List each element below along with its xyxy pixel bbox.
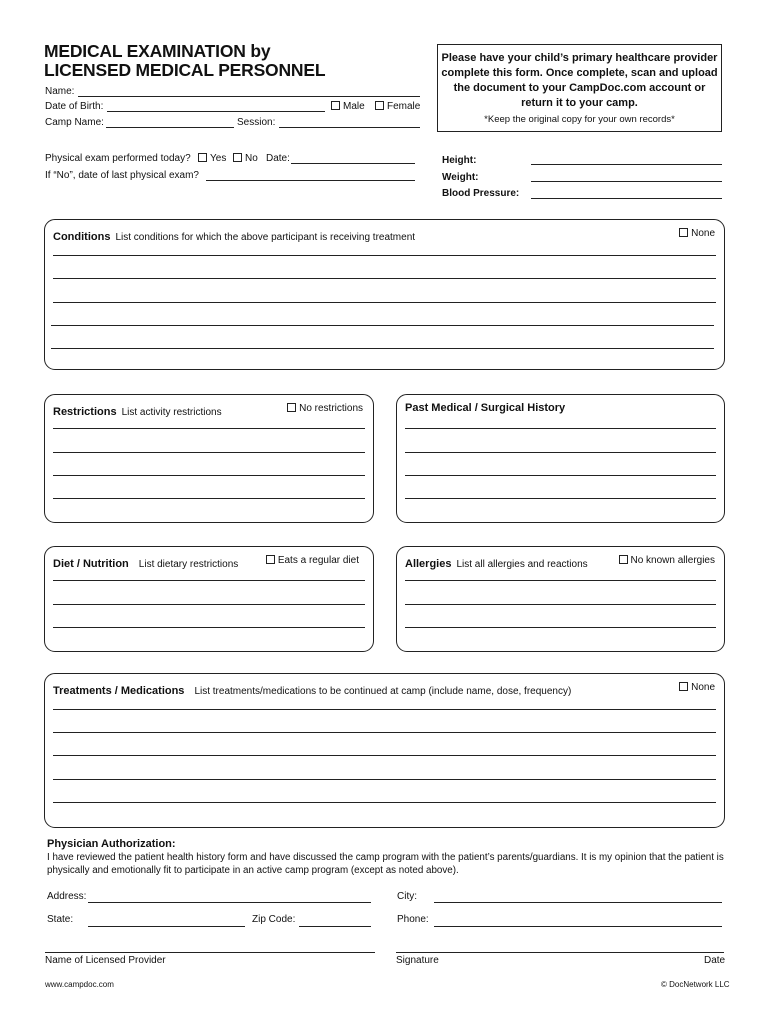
address-label: Address: xyxy=(47,891,87,902)
signature-label: Signature xyxy=(396,955,439,966)
conditions-none-option[interactable] xyxy=(679,228,715,239)
signature-field[interactable] xyxy=(396,952,724,953)
exam-yes-option[interactable] xyxy=(198,153,226,164)
conditions-header xyxy=(53,227,415,245)
last-exam-label: If “No”, date of last physical exam? xyxy=(45,170,199,181)
treatments-title: Treatments / Medications xyxy=(53,685,185,697)
restrictions-line[interactable] xyxy=(53,452,365,453)
conditions-line[interactable] xyxy=(53,278,716,279)
state-field[interactable] xyxy=(88,926,245,927)
phone-field[interactable] xyxy=(434,926,722,927)
restrictions-line[interactable] xyxy=(53,475,365,476)
city-field[interactable] xyxy=(434,902,722,903)
treatments-line[interactable] xyxy=(53,755,716,756)
no-restrictions-option[interactable] xyxy=(287,403,363,414)
state-label: State: xyxy=(47,914,74,925)
restrictions-header xyxy=(53,402,222,420)
restrictions-line[interactable] xyxy=(53,428,365,429)
last-exam-field[interactable] xyxy=(206,180,415,181)
history-line[interactable] xyxy=(405,498,716,499)
conditions-line[interactable] xyxy=(51,348,714,349)
regular-diet-label: Eats a regular diet xyxy=(277,555,359,566)
conditions-subtitle: List conditions for which the above participant is receiving treatment xyxy=(115,232,416,243)
male-checkbox[interactable] xyxy=(331,101,340,110)
no-label: No xyxy=(245,153,258,164)
female-checkbox[interactable] xyxy=(375,101,384,110)
footer-website: www.campdoc.com xyxy=(45,980,114,989)
provider-name-field[interactable] xyxy=(45,952,375,953)
no-allergies-label: No known allergies xyxy=(630,555,715,566)
phone-label: Phone: xyxy=(397,914,429,925)
diet-subtitle: List dietary restrictions xyxy=(138,559,239,570)
name-field[interactable] xyxy=(78,96,420,97)
regular-diet-checkbox[interactable] xyxy=(266,555,275,564)
treatments-line[interactable] xyxy=(53,732,716,733)
name-label: Name: xyxy=(45,86,75,97)
yes-label: Yes xyxy=(210,153,227,164)
conditions-none-checkbox[interactable] xyxy=(679,228,688,237)
exam-no-option[interactable] xyxy=(233,153,258,164)
male-option[interactable] xyxy=(331,101,365,112)
history-line[interactable] xyxy=(405,475,716,476)
session-field[interactable] xyxy=(279,127,420,128)
no-checkbox[interactable] xyxy=(233,153,242,162)
treatments-line[interactable] xyxy=(53,802,716,803)
camp-name-label: Camp Name: xyxy=(45,117,104,128)
restrictions-section xyxy=(44,394,374,523)
conditions-title: Conditions xyxy=(53,231,111,243)
allergies-subtitle: List all allergies and reactions xyxy=(456,559,588,570)
restrictions-subtitle: List activity restrictions xyxy=(121,407,222,418)
form-title xyxy=(44,42,325,80)
regular-diet-option[interactable] xyxy=(266,555,359,566)
conditions-none-label: None xyxy=(691,228,715,239)
weight-field[interactable] xyxy=(531,181,722,182)
treatments-header xyxy=(53,681,571,699)
authorization-statement: I have reviewed the patient health history form and have discussed the camp program with the patient’s parents/guardians. It is my opinion that the patient is physically and emotionally fit to participate in an active camp program (except as noted above). xyxy=(47,852,724,876)
zip-field[interactable] xyxy=(299,926,371,927)
restrictions-title: Restrictions xyxy=(53,406,117,418)
blood-pressure-field[interactable] xyxy=(531,198,722,199)
authorization-title: Physician Authorization: xyxy=(47,838,176,850)
date-label: Date xyxy=(704,955,726,966)
male-label: Male xyxy=(343,101,365,112)
treatments-line[interactable] xyxy=(53,779,716,780)
exam-date-field[interactable] xyxy=(291,163,415,164)
city-label: City: xyxy=(397,891,417,902)
no-allergies-option[interactable] xyxy=(619,555,716,566)
allergies-line[interactable] xyxy=(405,604,716,605)
treatments-none-checkbox[interactable] xyxy=(679,682,688,691)
conditions-line[interactable] xyxy=(53,255,716,256)
treatments-none-option[interactable] xyxy=(679,682,715,693)
no-allergies-checkbox[interactable] xyxy=(619,555,628,564)
dob-label: Date of Birth: xyxy=(45,101,104,112)
diet-section xyxy=(44,546,374,652)
blood-pressure-label: Blood Pressure: xyxy=(442,188,520,199)
allergies-header xyxy=(405,554,588,572)
weight-label: Weight: xyxy=(442,172,479,183)
instructions-box xyxy=(437,44,722,132)
treatments-section xyxy=(44,673,725,828)
conditions-line[interactable] xyxy=(51,325,714,326)
exam-today-label: Physical exam performed today? xyxy=(45,153,191,164)
history-title: Past Medical / Surgical History xyxy=(405,402,566,414)
diet-header xyxy=(53,554,238,572)
treatments-line[interactable] xyxy=(53,709,716,710)
no-restrictions-label: No restrictions xyxy=(299,403,363,414)
keep-copy-note: *Keep the original copy for your own records* xyxy=(484,114,675,125)
allergies-section xyxy=(396,546,725,652)
address-field[interactable] xyxy=(88,902,371,903)
diet-line[interactable] xyxy=(53,604,365,605)
camp-name-field[interactable] xyxy=(106,127,234,128)
session-label: Session: xyxy=(237,117,276,128)
zip-label: Zip Code: xyxy=(252,914,296,925)
diet-line[interactable] xyxy=(53,627,365,628)
diet-line[interactable] xyxy=(53,580,365,581)
allergies-title: Allergies xyxy=(405,558,452,570)
no-restrictions-checkbox[interactable] xyxy=(287,403,296,412)
instructions-message: Please have your child’s primary healthcare provider complete this form. Once complete, scan and upload the document to your CampDoc.com account or return it to your camp. xyxy=(441,52,718,109)
yes-checkbox[interactable] xyxy=(198,153,207,162)
female-label: Female xyxy=(387,101,421,112)
conditions-section xyxy=(44,219,725,370)
form-title-line1: MEDICAL EXAMINATION by xyxy=(44,41,271,61)
allergies-line[interactable] xyxy=(405,627,716,628)
footer-copyright: © DocNetwork LLC xyxy=(661,980,730,989)
female-option[interactable] xyxy=(375,101,420,112)
provider-name-label: Name of Licensed Provider xyxy=(45,955,166,966)
diet-title: Diet / Nutrition xyxy=(53,558,129,570)
form-title-line2: LICENSED MEDICAL PERSONNEL xyxy=(44,60,326,80)
history-section xyxy=(396,394,725,523)
exam-date-label: Date: xyxy=(266,153,290,164)
history-line[interactable] xyxy=(405,452,716,453)
treatments-none-label: None xyxy=(691,682,715,693)
height-field[interactable] xyxy=(531,164,722,165)
height-label: Height: xyxy=(442,155,477,166)
restrictions-line[interactable] xyxy=(53,498,365,499)
treatments-subtitle: List treatments/medications to be continued at camp (include name, dose, frequency) xyxy=(194,686,572,697)
allergies-line[interactable] xyxy=(405,580,716,581)
history-line[interactable] xyxy=(405,428,716,429)
conditions-line[interactable] xyxy=(53,302,716,303)
dob-field[interactable] xyxy=(107,111,325,112)
